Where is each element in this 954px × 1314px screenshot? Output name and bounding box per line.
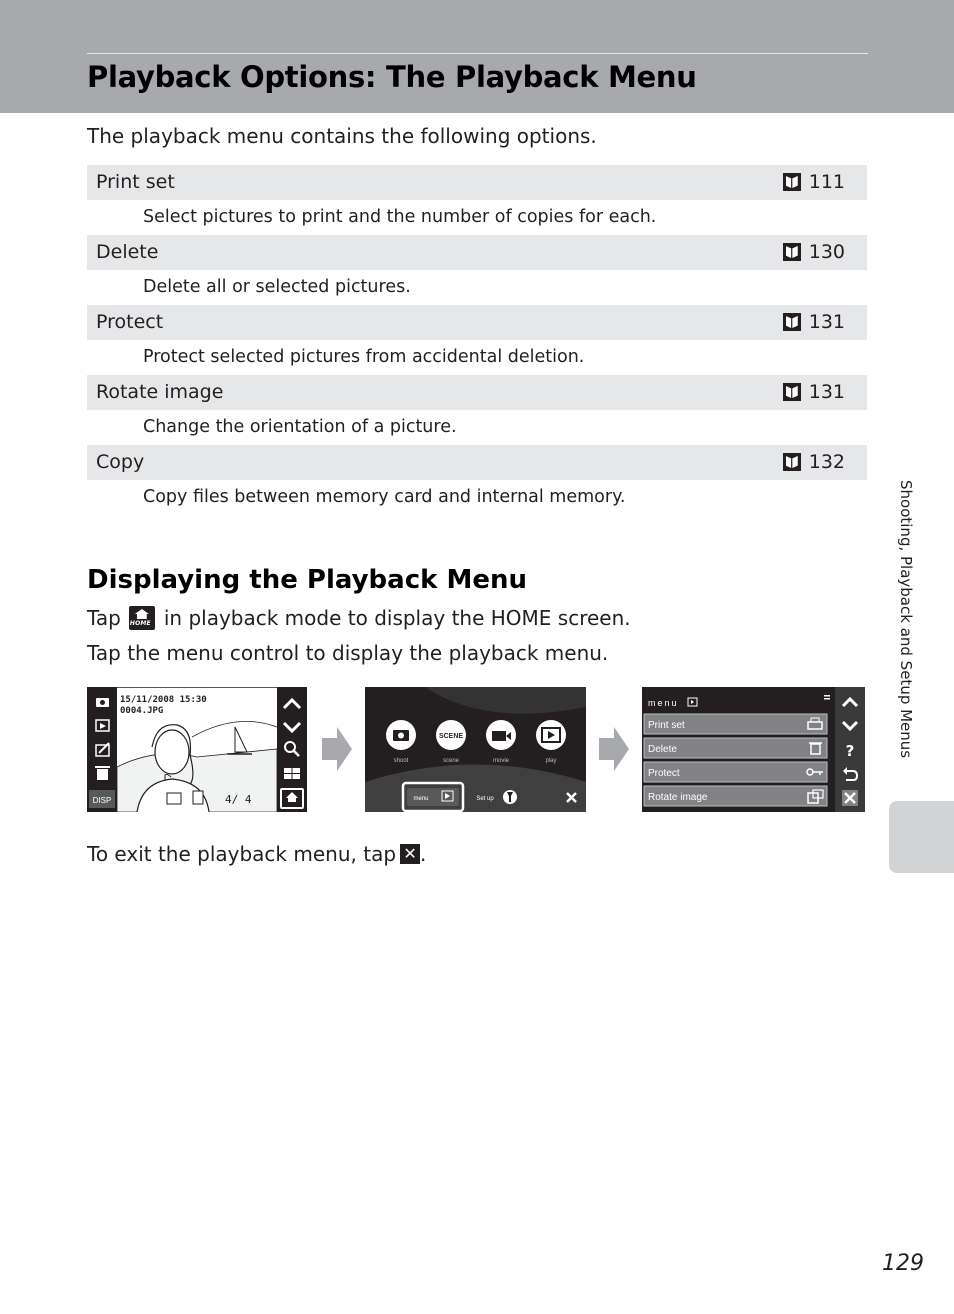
option-description bbox=[87, 270, 867, 305]
option-description bbox=[87, 200, 867, 235]
option-description bbox=[87, 480, 867, 515]
menu-item-print-set[interactable] bbox=[644, 714, 827, 734]
option-row bbox=[87, 305, 867, 340]
play-icon[interactable] bbox=[536, 720, 566, 750]
page-reference bbox=[783, 171, 845, 193]
book-icon bbox=[783, 313, 801, 331]
date-readout: 15/11/2008 15:30 bbox=[120, 695, 207, 705]
shoot-label: shoot bbox=[393, 758, 409, 764]
description-text: Change the orientation of a picture. bbox=[143, 417, 457, 437]
description-text: Delete all or selected pictures. bbox=[143, 277, 411, 297]
home-button[interactable] bbox=[279, 787, 305, 810]
help-icon[interactable]: ? bbox=[845, 742, 855, 760]
page-ref-number: 132 bbox=[808, 451, 845, 473]
exit-period: . bbox=[420, 842, 427, 866]
book-icon bbox=[783, 173, 801, 191]
camera-icon bbox=[96, 698, 109, 707]
page-reference bbox=[783, 311, 845, 333]
exit-instruction bbox=[87, 842, 426, 866]
svg-text:Delete: Delete bbox=[648, 744, 677, 755]
page-reference bbox=[783, 381, 845, 403]
page-reference bbox=[783, 241, 845, 263]
description-text: Copy files between memory card and internal memory. bbox=[143, 487, 626, 507]
option-name: Delete bbox=[96, 241, 159, 263]
side-tab-label bbox=[885, 480, 925, 780]
option-row bbox=[87, 375, 867, 410]
movie-label: movie bbox=[492, 758, 510, 764]
page-title: Playback Options: The Playback Menu bbox=[87, 60, 697, 94]
playback-menu-illustration bbox=[642, 687, 865, 812]
option-description bbox=[87, 340, 867, 375]
options-table bbox=[87, 165, 867, 515]
option-row bbox=[87, 445, 867, 480]
playback-screen-illustration bbox=[87, 687, 307, 812]
movie-icon[interactable] bbox=[486, 720, 516, 750]
menu-item-protect[interactable] bbox=[644, 762, 827, 782]
page-header bbox=[0, 0, 954, 113]
close-button[interactable] bbox=[842, 790, 858, 806]
book-icon bbox=[783, 453, 801, 471]
svg-text:SCENE: SCENE bbox=[438, 733, 464, 740]
option-name: Rotate image bbox=[96, 381, 224, 403]
svg-text:Rotate image: Rotate image bbox=[648, 792, 708, 803]
side-tab-text: Shooting, Playback and Setup Menus bbox=[897, 480, 915, 759]
close-icon: ✕ bbox=[400, 844, 420, 864]
instruction-line-2: Tap the menu control to display the playback menu. bbox=[87, 641, 609, 665]
book-icon bbox=[783, 383, 801, 401]
intro-text: The playback menu contains the following options. bbox=[87, 124, 597, 148]
home-screen-illustration bbox=[365, 687, 586, 812]
option-name: Protect bbox=[96, 311, 164, 333]
exit-text: To exit the playback menu, tap bbox=[87, 842, 397, 866]
shoot-icon[interactable] bbox=[386, 720, 416, 750]
svg-text:Set up: Set up bbox=[476, 796, 494, 802]
book-icon bbox=[783, 243, 801, 261]
page-ref-number: 131 bbox=[808, 381, 845, 403]
menu-title: menu bbox=[648, 698, 679, 708]
arrow-right-icon bbox=[322, 727, 352, 771]
svg-text:Protect: Protect bbox=[648, 768, 680, 779]
svg-text:DISP: DISP bbox=[92, 796, 112, 805]
page-ref-number: 130 bbox=[808, 241, 845, 263]
thumbnail-icon[interactable] bbox=[284, 768, 300, 779]
home-icon bbox=[129, 606, 155, 630]
svg-text:menu: menu bbox=[413, 796, 429, 802]
description-text: Protect selected pictures from accidental deletion. bbox=[143, 347, 585, 367]
scene-label: scene bbox=[442, 758, 460, 764]
image-size-icon bbox=[167, 793, 181, 804]
disp-button[interactable] bbox=[89, 790, 115, 808]
menu-item-delete[interactable] bbox=[644, 738, 827, 758]
svg-text:Print set: Print set bbox=[648, 720, 685, 731]
side-tab-marker bbox=[889, 801, 954, 873]
description-text: Select pictures to print and the number of copies for each. bbox=[143, 207, 657, 227]
file-name: 0004.JPG bbox=[120, 706, 164, 716]
instruction-text: Tap bbox=[87, 606, 121, 630]
option-row bbox=[87, 165, 867, 200]
scene-icon[interactable] bbox=[436, 720, 466, 750]
option-row bbox=[87, 235, 867, 270]
instruction-text: in playback mode to display the HOME screen. bbox=[163, 606, 631, 630]
option-description bbox=[87, 410, 867, 445]
section-title: Displaying the Playback Menu bbox=[87, 565, 527, 595]
page-reference bbox=[783, 451, 845, 473]
instruction-line-1 bbox=[87, 606, 631, 630]
page-ref-number: 111 bbox=[808, 171, 845, 193]
page-ref-number: 131 bbox=[808, 311, 845, 333]
image-count: 4/ 4 bbox=[225, 793, 252, 806]
arrow-right-icon bbox=[599, 727, 629, 771]
header-rule bbox=[87, 53, 868, 54]
option-name: Copy bbox=[96, 451, 145, 473]
option-name: Print set bbox=[96, 171, 175, 193]
page-number: 129 bbox=[882, 1251, 924, 1276]
menu-item-rotate-image[interactable] bbox=[644, 786, 827, 806]
internal-memory-icon bbox=[193, 791, 203, 804]
play-label: play bbox=[545, 758, 557, 764]
